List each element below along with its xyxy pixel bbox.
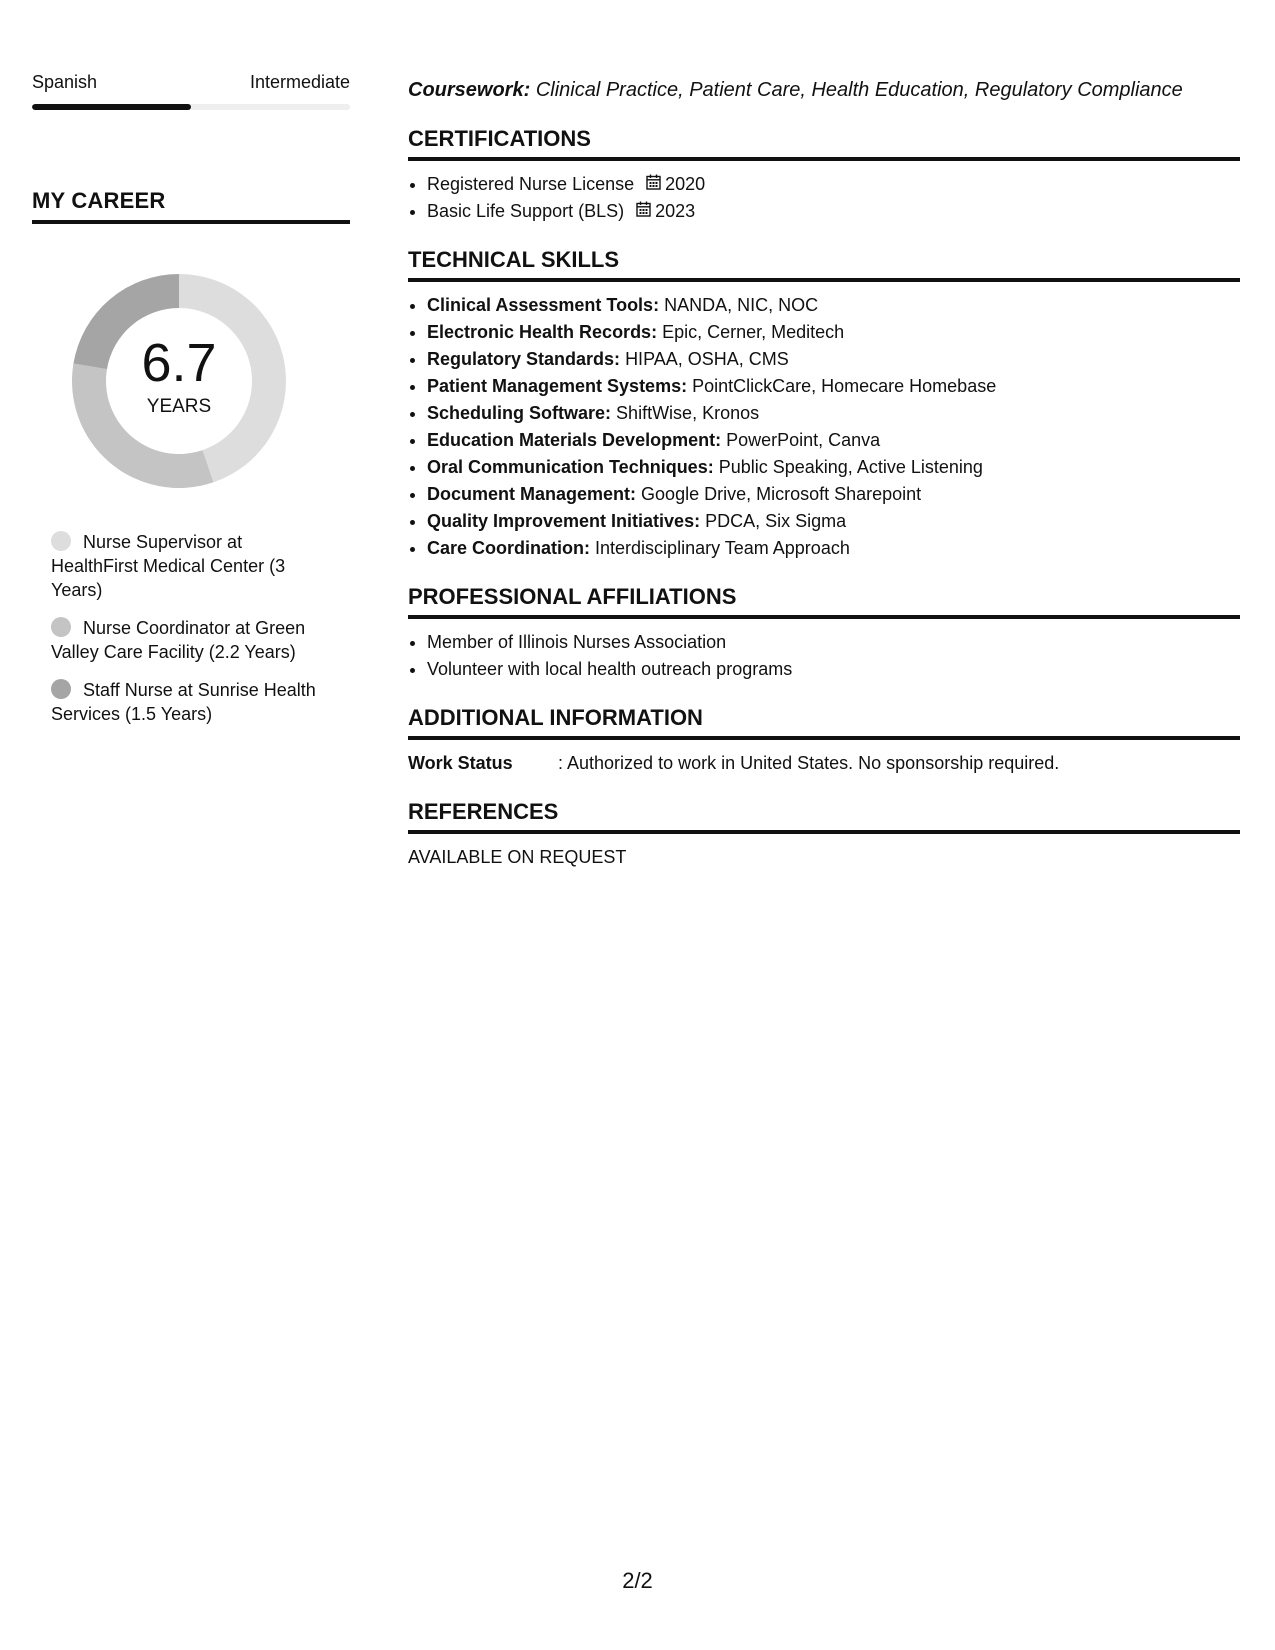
donut-center <box>66 268 292 494</box>
skill-item <box>427 535 1240 562</box>
language-row <box>32 70 350 94</box>
legend-dot-icon <box>51 679 71 699</box>
skill-values: Public Speaking, Active Listening <box>718 457 983 477</box>
skill-category: Document Management: <box>427 484 637 504</box>
certification-name: Basic Life Support (BLS) <box>427 201 625 221</box>
coursework <box>408 76 1240 104</box>
certification-year: 2023 <box>655 201 696 221</box>
skill-values: PowerPoint, Canva <box>726 430 881 450</box>
calendar-icon <box>646 171 661 198</box>
career-item-label: Staff Nurse at Sunrise Health Services (1.5 Years) <box>51 680 316 724</box>
certification-year: 2020 <box>665 174 706 194</box>
skill-item <box>427 319 1240 346</box>
skill-item <box>427 373 1240 400</box>
skill-values: Google Drive, Microsoft Sharepoint <box>641 484 922 504</box>
skill-category: Patient Management Systems: <box>427 376 688 396</box>
certification-item <box>427 171 1240 198</box>
affiliations-title: PROFESSIONAL AFFILIATIONS <box>408 584 1240 619</box>
technical-skills-list <box>408 292 1240 562</box>
skill-values: Epic, Cerner, Meditech <box>662 322 845 342</box>
sidebar <box>32 70 350 740</box>
skill-item <box>427 292 1240 319</box>
skill-values: PDCA, Six Sigma <box>705 511 847 531</box>
skill-item <box>427 508 1240 535</box>
affiliation-item: • Member of Illinois Nurses Association <box>427 629 1240 656</box>
certification-date <box>636 198 695 225</box>
skill-item <box>427 346 1240 373</box>
skill-category: Electronic Health Records: <box>427 322 658 342</box>
career-legend-item <box>51 616 321 664</box>
work-status-row <box>408 750 1240 777</box>
certification-item <box>427 198 1240 225</box>
references-text: AVAILABLE ON REQUEST <box>408 847 627 867</box>
career-total-years: 6.7 <box>141 333 217 393</box>
career-total-unit: YEARS <box>146 396 212 417</box>
skill-category: Scheduling Software: <box>427 403 612 423</box>
language-level: Intermediate <box>249 72 350 92</box>
career-heading: MY CAREER <box>32 188 350 224</box>
work-status-label: Work Status <box>408 753 513 773</box>
work-status-value: : Authorized to work in United States. No sponsorship required. <box>558 753 1060 773</box>
skill-item <box>427 427 1240 454</box>
career-item-label: Nurse Supervisor at HealthFirst Medical Center (3 Years) <box>51 532 286 600</box>
certification-name: Registered Nurse License <box>427 174 635 194</box>
skill-category: Quality Improvement Initiatives: <box>427 511 701 531</box>
references-title: REFERENCES <box>408 799 1240 834</box>
skill-values: ShiftWise, Kronos <box>616 403 760 423</box>
legend-dot-icon <box>51 617 71 637</box>
main-content <box>408 76 1240 871</box>
skill-values: HIPAA, OSHA, CMS <box>625 349 789 369</box>
skill-item <box>427 481 1240 508</box>
skill-item <box>427 454 1240 481</box>
career-legend-item <box>51 678 321 726</box>
coursework-label: Coursework: <box>408 79 531 101</box>
career-legend-item <box>51 530 321 602</box>
career-legend <box>51 530 321 726</box>
certifications-list <box>408 171 1240 225</box>
affiliations-list <box>408 629 1240 683</box>
skill-values: PointClickCare, Homecare Homebase <box>692 376 997 396</box>
language-proficiency-fill <box>32 104 191 110</box>
calendar-icon <box>636 198 651 225</box>
certifications-title: CERTIFICATIONS <box>408 126 1240 161</box>
coursework-text: Clinical Practice, Patient Care, Health Education, Regulatory Compliance <box>535 79 1183 101</box>
language-name: Spanish <box>32 72 98 92</box>
affiliation-item: • Volunteer with local health outreach programs <box>427 656 1240 683</box>
skill-category: Care Coordination: <box>427 538 591 558</box>
skill-category: Oral Communication Techniques: <box>427 457 714 477</box>
certification-date <box>646 171 705 198</box>
career-item-label: Nurse Coordinator at Green Valley Care Facility (2.2 Years) <box>51 618 306 662</box>
legend-dot-icon <box>51 531 71 551</box>
additional-info-title: ADDITIONAL INFORMATION <box>408 705 1240 740</box>
skill-category: Regulatory Standards: <box>427 349 621 369</box>
skill-values: Interdisciplinary Team Approach <box>595 538 850 558</box>
technical-skills-title: TECHNICAL SKILLS <box>408 247 1240 282</box>
language-proficiency-bar <box>32 104 350 110</box>
page-number: 2/2 <box>622 1568 653 1593</box>
skill-item <box>427 400 1240 427</box>
career-donut-chart <box>66 268 292 494</box>
skill-values: NANDA, NIC, NOC <box>664 295 819 315</box>
skill-category: Clinical Assessment Tools: <box>427 295 660 315</box>
skill-category: Education Materials Development: <box>427 430 722 450</box>
